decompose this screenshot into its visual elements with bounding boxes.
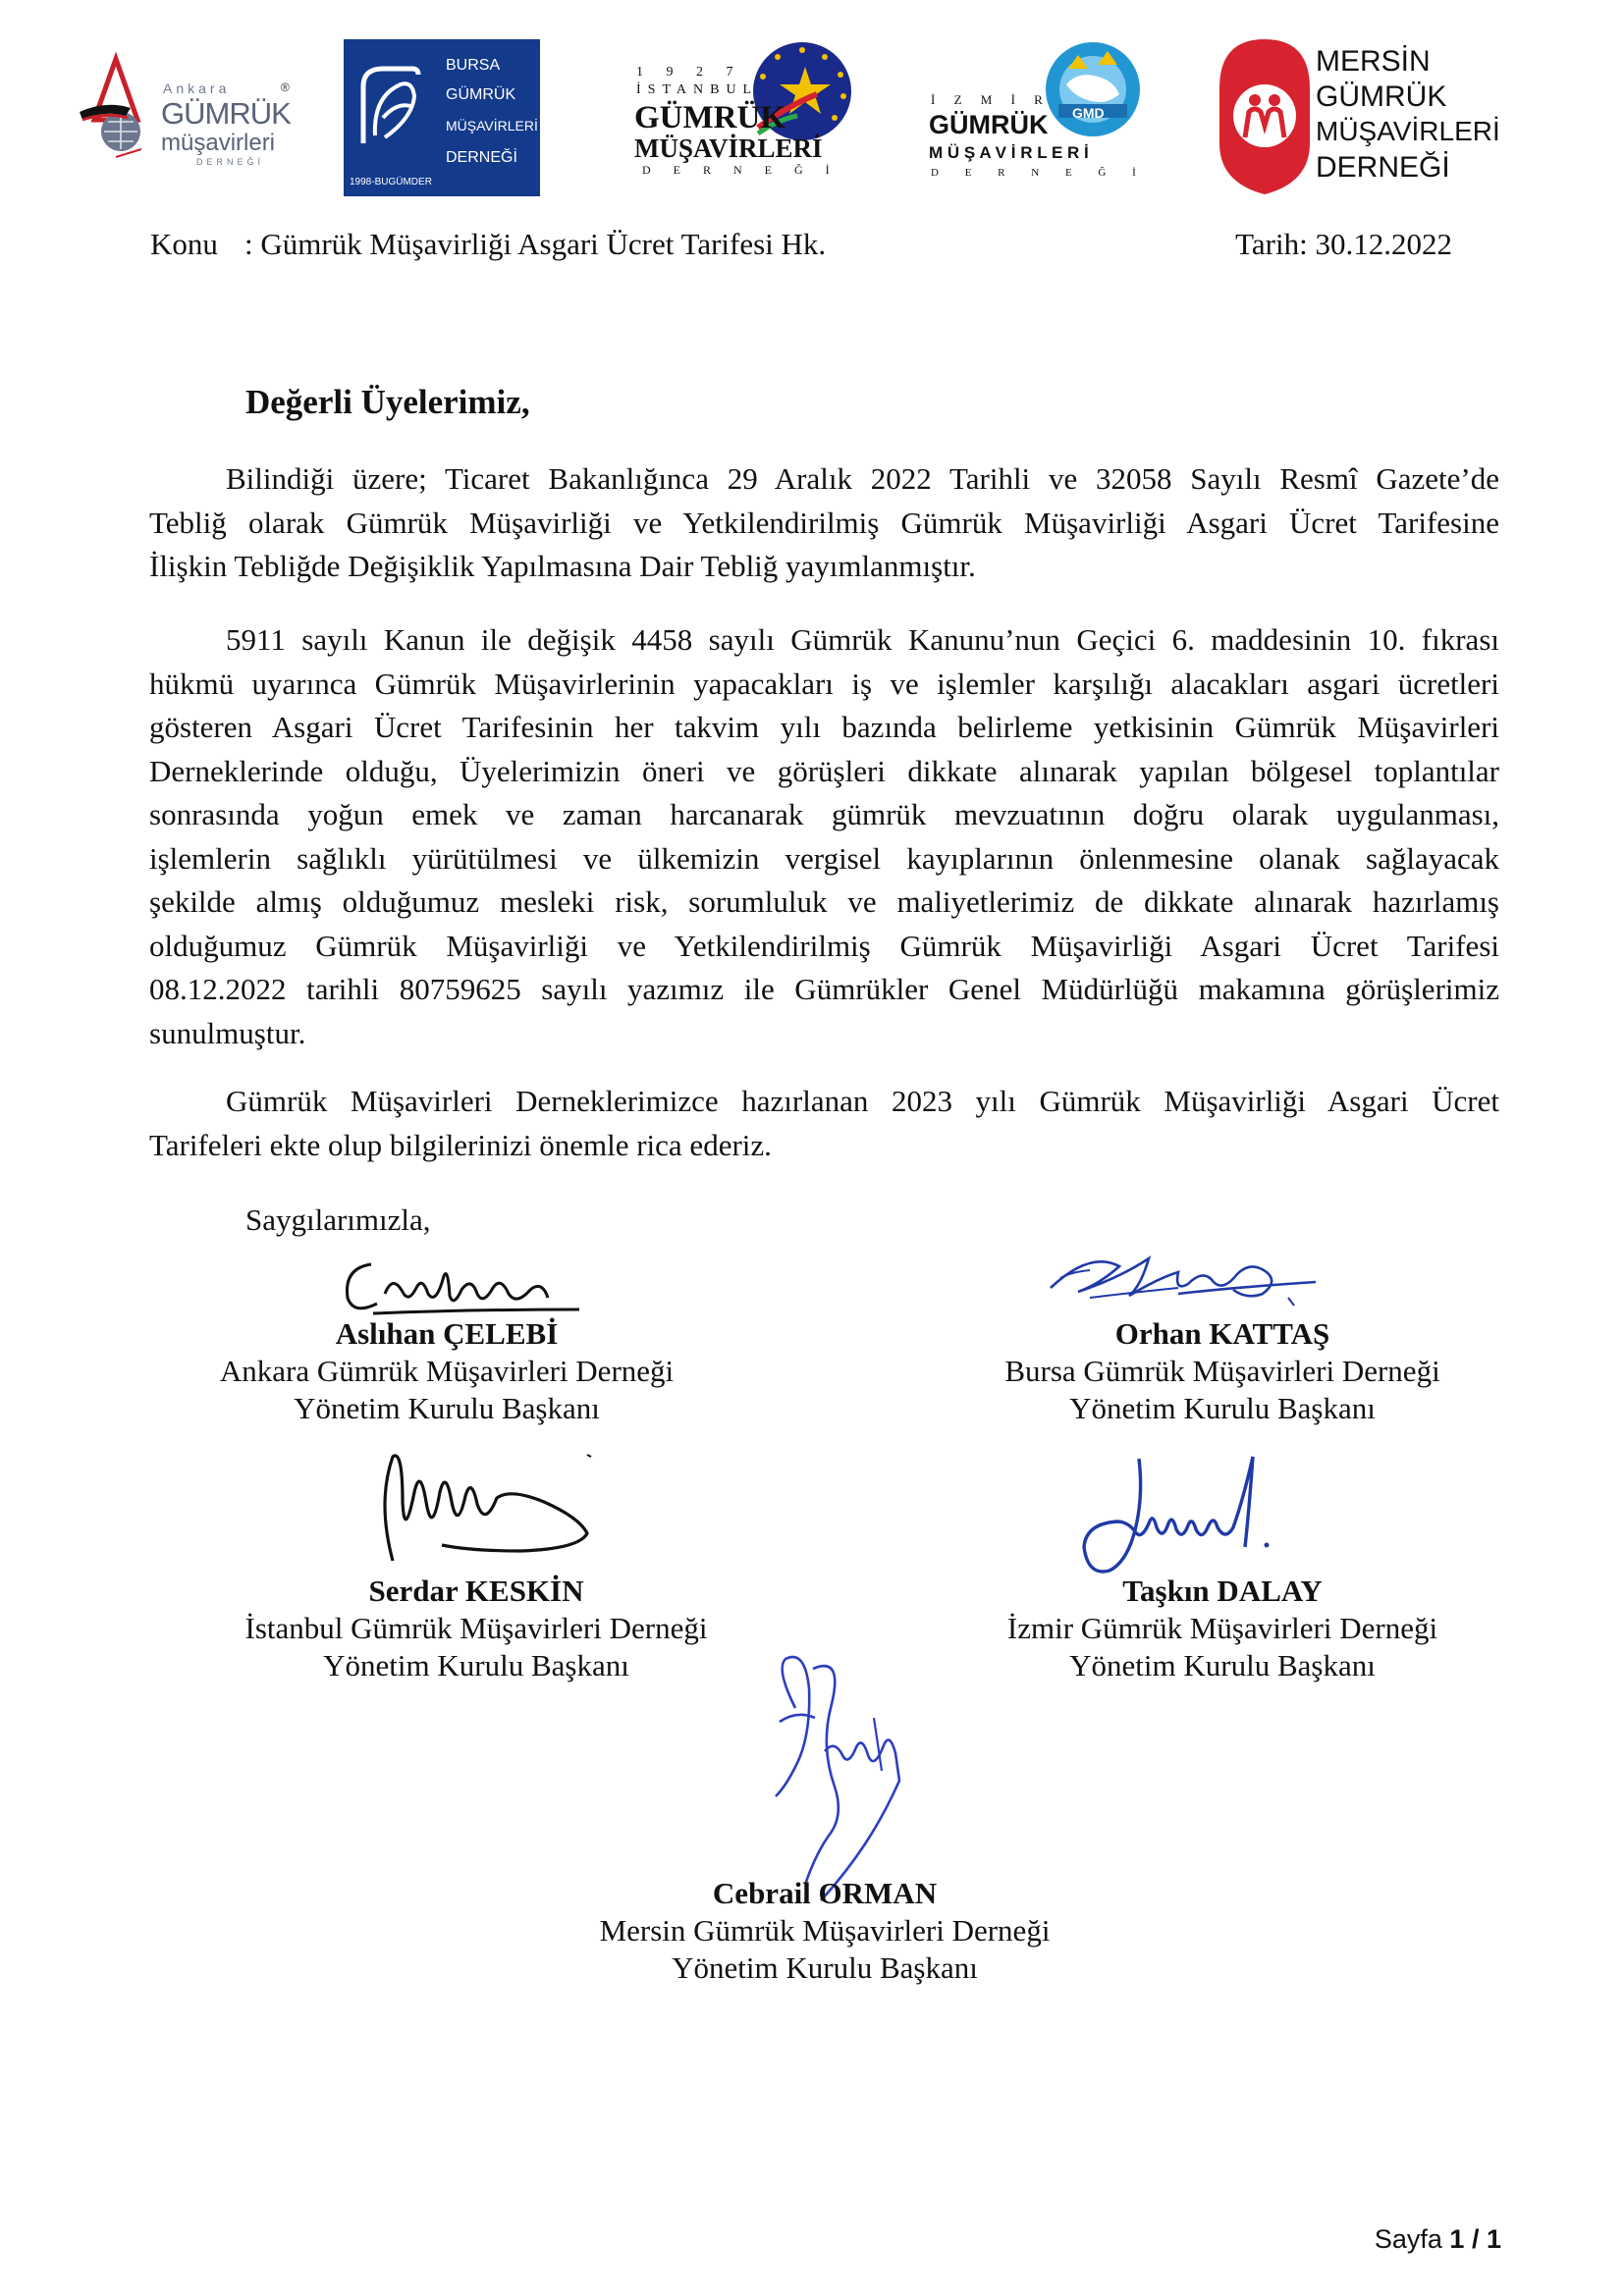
- ankara-logo-line2: GÜMRÜK: [161, 96, 291, 131]
- bursa-logo-founded: 1998-BUGÜMDER: [350, 177, 432, 187]
- izmir-globe-emblem-icon: [1039, 35, 1147, 143]
- signatory-dalay: [918, 1573, 1527, 1684]
- signature-kattas: [1031, 1239, 1326, 1317]
- paragraph-line: Gümrük Müşavirleri Derneklerimizce hazırlanan 2023 yılı Gümrük Müşavirliği Asgari Ücret: [226, 1084, 1499, 1118]
- mersin-emblem-icon: [1216, 35, 1314, 196]
- istanbul-logo-year: 1 9 2 7: [636, 65, 743, 80]
- paragraph-line: işlemlerin sağlıklı yürütülmesi ve ülkemizin vergisel kayıplarının önlenmesine olanak sağlayacak: [149, 840, 1499, 876]
- signature-celebi: [334, 1247, 589, 1325]
- signatory-organization: Bursa Gümrük Müşavirleri Derneği: [1004, 1354, 1440, 1388]
- paragraph-2: [149, 618, 1499, 1055]
- signature-keskin: [363, 1443, 599, 1571]
- signatory-organization: Ankara Gümrük Müşavirleri Derneği: [219, 1354, 675, 1388]
- salutation: Değerli Üyelerimiz,: [245, 383, 530, 421]
- paragraph-line: Tebliğ olarak Gümrük Müşavirliği ve Yetkilendirilmiş Gümrük Müşavirliği Asgari Ücret Tarifesine: [149, 505, 1499, 540]
- istanbul-logo-line3: D E R N E Ğ İ: [642, 163, 839, 177]
- page-current: 1: [1449, 2224, 1465, 2254]
- ankara-association-logo: [77, 51, 293, 169]
- signatory-title: Yönetim Kurulu Başkanı: [1069, 1391, 1376, 1425]
- signatory-organization: İzmir Gümrük Müşavirleri Derneği: [1006, 1611, 1438, 1645]
- izmir-logo-line1: GÜMRÜK: [929, 110, 1049, 139]
- document-date: Tarih: 30.12.2022: [1235, 227, 1452, 261]
- signatory-name: Orhan KATTAŞ: [1114, 1316, 1330, 1351]
- page-label: Sayfa: [1374, 2224, 1442, 2254]
- page-number: [1375, 2224, 1501, 2255]
- subject-label: Konu: [150, 227, 218, 261]
- mersin-logo-line3: MÜŞAVİRLERİ: [1316, 116, 1500, 146]
- istanbul-logo-line2: MÜŞAVİRLERİ: [634, 133, 823, 163]
- signature-orman: [727, 1649, 943, 1904]
- signatory-title: Yönetim Kurulu Başkanı: [323, 1648, 629, 1682]
- subject-line: [150, 227, 826, 262]
- signatory-name: Serdar KESKİN: [368, 1574, 584, 1608]
- bursa-logo-line3: MÜŞAVİRLERİ: [446, 118, 538, 133]
- signatory-title: Yönetim Kurulu Başkanı: [672, 1950, 978, 1985]
- paragraph-line: hükmü uyarınca Gümrük Müşavirlerinin yapacakları iş ve işlemler karşılığı alacakları asgari ücretleri: [149, 666, 1499, 701]
- page-total: 1: [1486, 2224, 1501, 2254]
- mersin-association-logo: [1216, 35, 1500, 196]
- signatory-title: Yönetim Kurulu Başkanı: [1069, 1648, 1376, 1682]
- izmir-association-logo: [923, 35, 1149, 192]
- istanbul-logo-line1: GÜMRÜK: [634, 100, 785, 135]
- paragraph-line: olduğumuz Gümrük Müşavirliği ve Yetkilendirilmiş Gümrük Müşavirliği Asgari Ücret Tarifesi: [149, 928, 1499, 963]
- bursa-logo-icon: [353, 57, 428, 155]
- closing-line: Saygılarımızla,: [245, 1202, 431, 1237]
- signatory-orman: [511, 1875, 1139, 1987]
- paragraph-line: Bilindiği üzere; Ticaret Bakanlığınca 29 Aralık 2022 Tarihli ve 32058 Sayılı Resmî Gazete’de: [226, 461, 1499, 496]
- signature-dalay: [1070, 1453, 1286, 1580]
- mersin-logo-line1: MERSİN: [1316, 45, 1431, 78]
- paragraph-line: sunulmuştur.: [149, 1015, 306, 1050]
- signatory-organization: İstanbul Gümrük Müşavirleri Derneği: [244, 1611, 708, 1645]
- izmir-logo-line2: M Ü Ş A V İ R L E R İ: [929, 143, 1089, 162]
- bursa-logo-line4: DERNEĞİ: [446, 149, 517, 166]
- ankara-logo-line3: müşavirleri: [161, 130, 276, 156]
- izmir-logo-badge: GMD: [1072, 105, 1105, 121]
- mersin-logo-line2: GÜMRÜK: [1316, 80, 1447, 113]
- paragraph-line: sonrasında yoğun emek ve zaman harcanarak gümrük mevzuatının doğru olarak uygulanması,: [149, 797, 1499, 831]
- paragraph-line: 08.12.2022 tarihli 80759625 sayılı yazımız ile Gümrükler Genel Müdürlüğü makamına görüşlerimiz: [149, 972, 1499, 1006]
- page-separator: /: [1471, 2224, 1480, 2254]
- ankara-logo-icon: [77, 51, 155, 169]
- signatory-kattas: [918, 1315, 1527, 1427]
- signatory-name: Aslıhan ÇELEBİ: [335, 1316, 559, 1351]
- izmir-logo-city: İ Z M İ R: [931, 92, 1051, 107]
- paragraph-line: Tarifeleri ekte olup bilgilerinizi önemle rica ederiz.: [149, 1127, 772, 1162]
- paragraph-line: 5911 sayılı Kanun ile değişik 4458 sayılı Gümrük Kanunu’nun Geçici 6. maddesinin 10. fıkrası: [226, 622, 1499, 657]
- izmir-logo-line3: D E R N E Ğ İ: [931, 167, 1148, 179]
- paragraph-line: gösteren Asgari Ücret Tarifesinin her takvim yılı bazında belirleme yetkisinin Gümrük Müşavirleri: [149, 710, 1499, 744]
- bursa-logo-line1: BURSA: [446, 57, 501, 74]
- signatory-organization: Mersin Gümrük Müşavirleri Derneği: [599, 1913, 1051, 1948]
- ankara-logo-line4: DERNEĞİ: [196, 157, 265, 167]
- mersin-logo-line4: DERNEĞİ: [1316, 151, 1450, 184]
- paragraph-line: İlişkin Tebliğde Değişiklik Yapılmasına Dair Tebliğ yayımlanmıştır.: [149, 549, 976, 583]
- signatory-name: Cebrail ORMAN: [712, 1876, 938, 1910]
- ankara-logo-registered: ®: [281, 80, 290, 94]
- signatory-title: Yönetim Kurulu Başkanı: [294, 1391, 600, 1425]
- paragraph-line: şekilde almış olduğumuz mesleki risk, sorumluluk ve maliyetlerimiz de dikkate alınarak hazırlamış: [149, 884, 1499, 919]
- paragraph-3: [149, 1080, 1499, 1167]
- signatory-keskin: [177, 1573, 776, 1684]
- subject-text: : Gümrük Müşavirliği Asgari Ücret Tarifesi Hk.: [244, 227, 827, 261]
- ankara-logo-line1: Ankara: [163, 80, 231, 96]
- bursa-association-logo: [344, 39, 540, 196]
- paragraph-1: [149, 457, 1499, 589]
- istanbul-association-logo: [628, 37, 864, 185]
- signatory-name: Taşkın DALAY: [1122, 1574, 1323, 1608]
- istanbul-logo-city: İSTANBUL: [636, 82, 759, 97]
- bursa-logo-line2: GÜMRÜK: [446, 86, 516, 103]
- signatory-celebi: [147, 1315, 746, 1427]
- paragraph-line: Derneklerinde olduğu, Üyelerimizin öneri ve görüşleri dikkate alınarak yapılan bölgesel toplantılar: [149, 753, 1499, 788]
